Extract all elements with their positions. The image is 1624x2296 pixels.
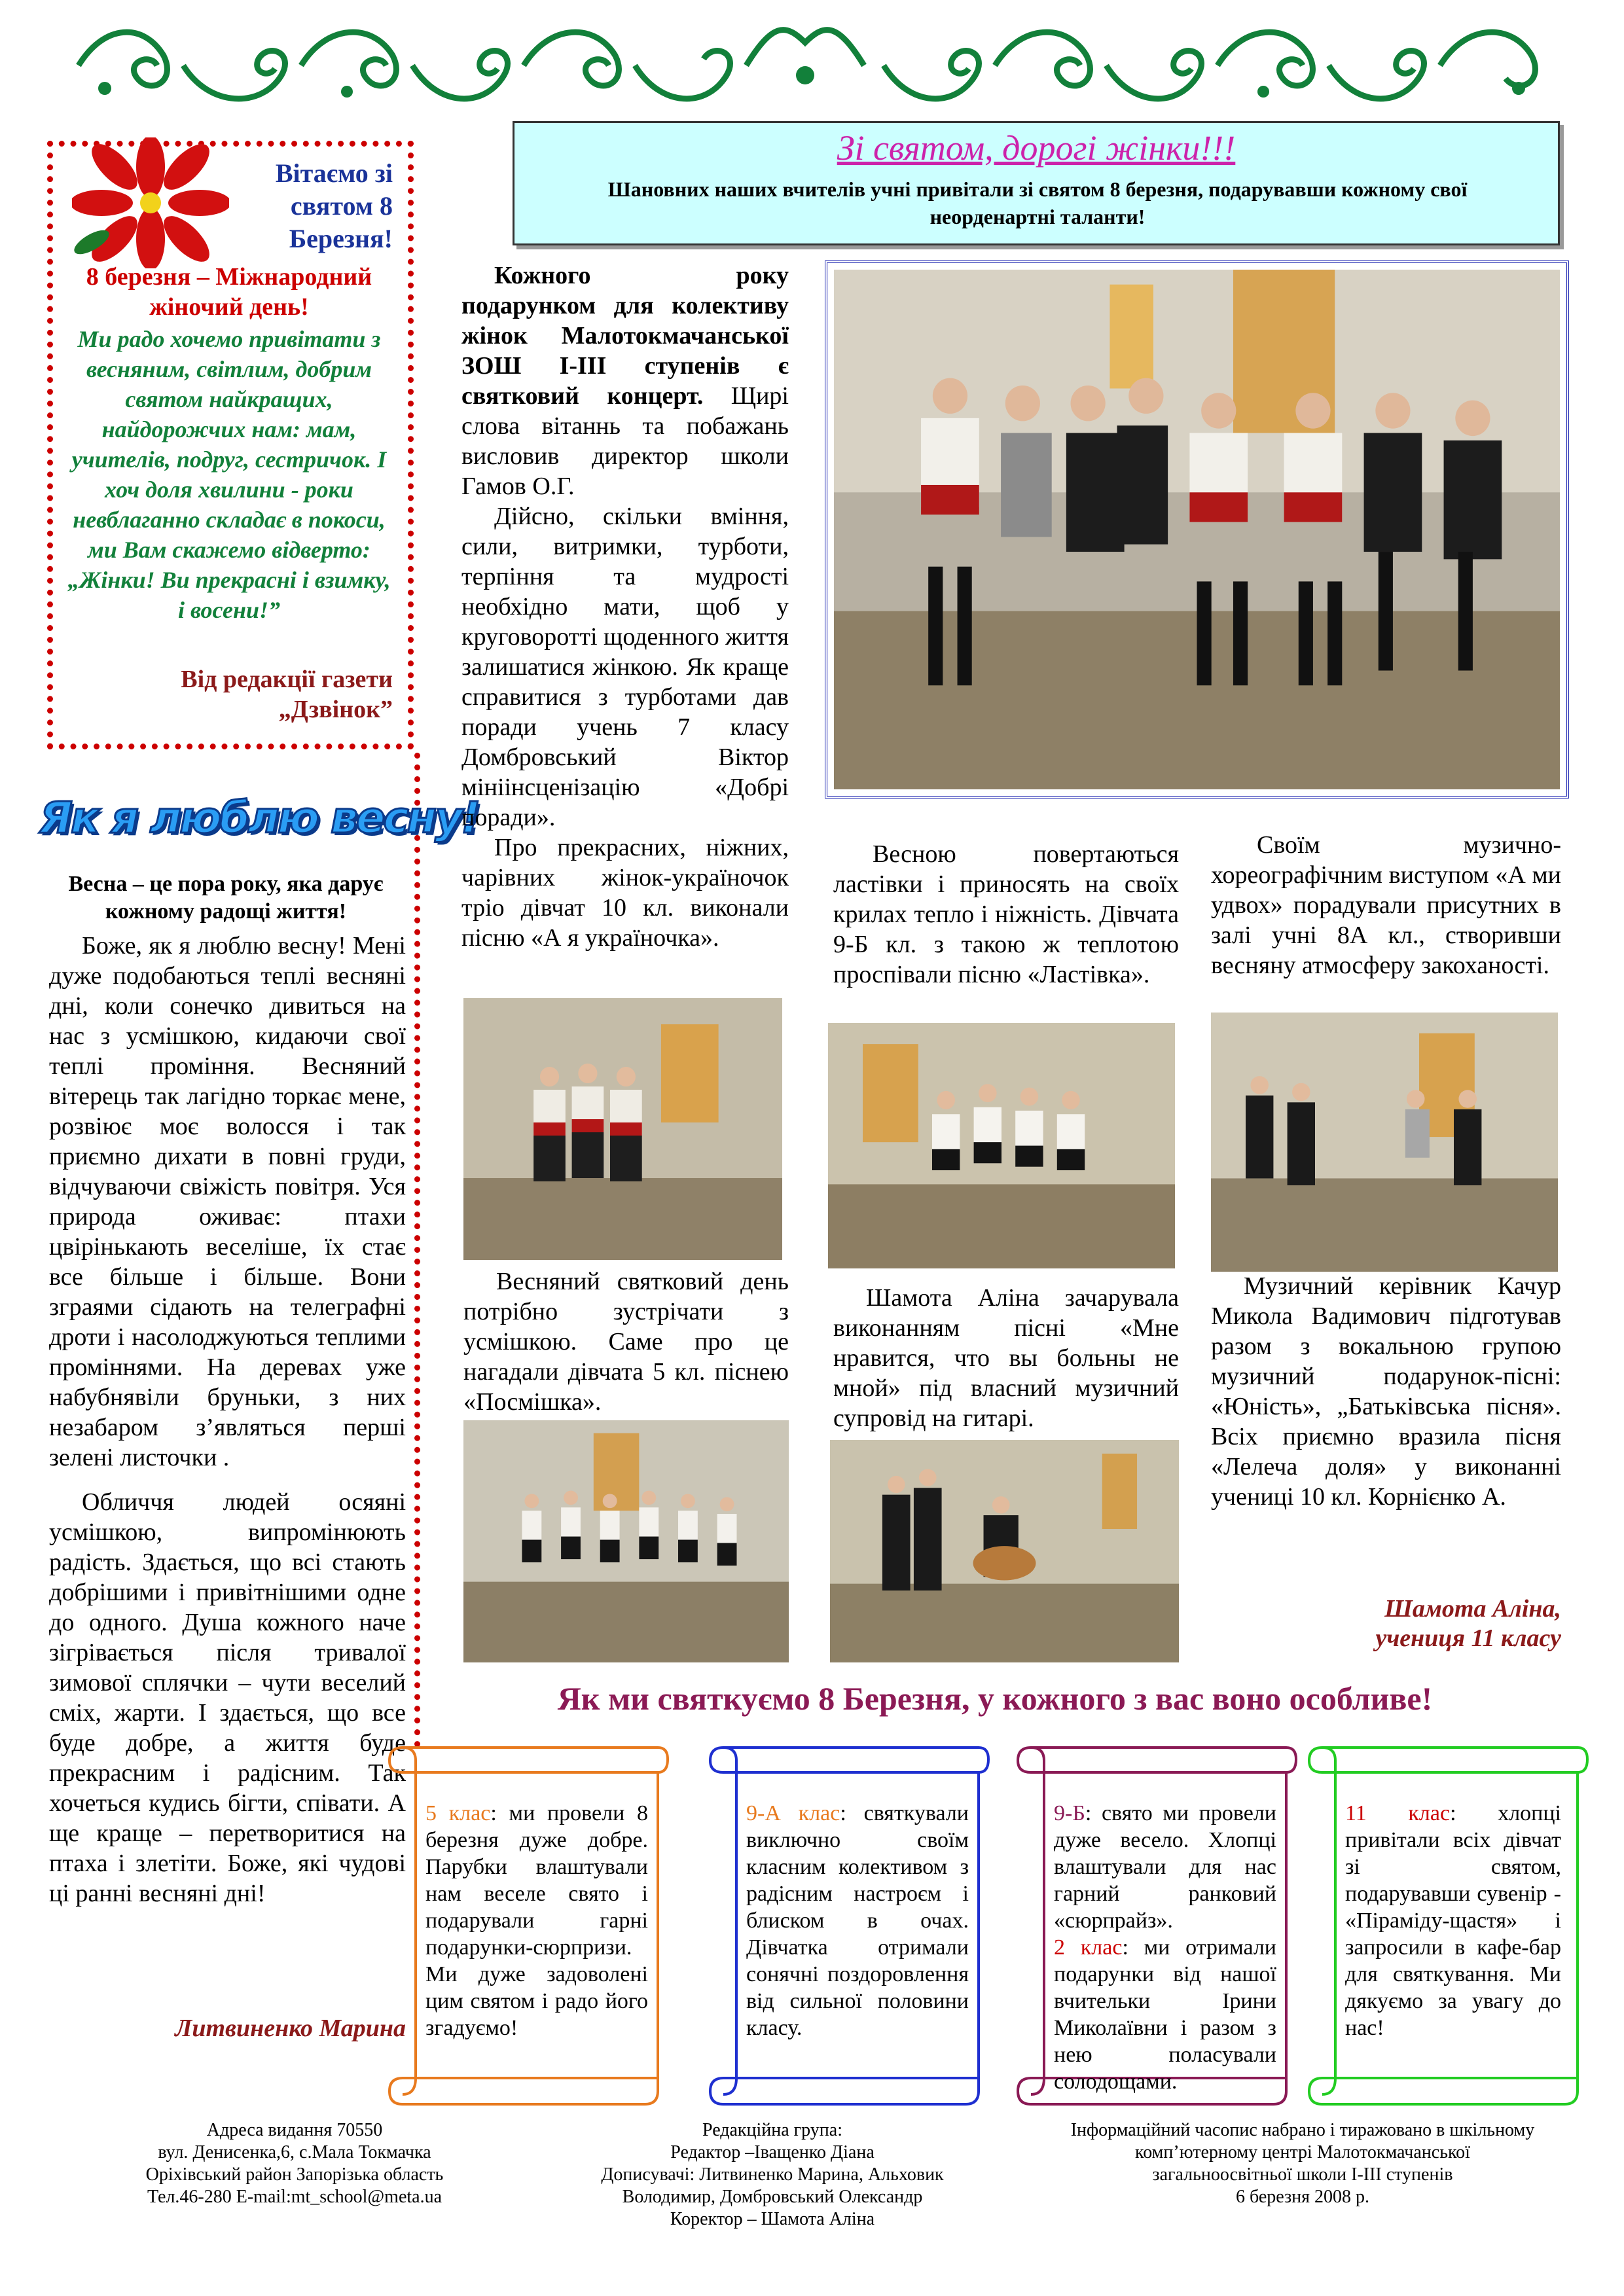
footer-line: Редакційна група: xyxy=(702,2120,842,2140)
scroll-text-5-class xyxy=(425,1800,648,2041)
footer-address xyxy=(85,2119,504,2208)
scroll-text-11-class xyxy=(1345,1800,1561,2041)
floral-ornament xyxy=(65,16,1558,115)
duet-photo xyxy=(1211,1013,1558,1272)
footer-line: Коректор – Шамота Аліна xyxy=(670,2209,875,2229)
footer-line: Інформаційний часопис набрано і тиражовано в шкільному xyxy=(1070,2120,1535,2140)
celebration-heading: Як ми святкуємо 8 Березня, у кожного з вас воно особливе! xyxy=(557,1680,1433,1717)
concert-paragraph: Весною повертаються ластівки і приносять на своїх крилах тепло і ніжність. Дівчата 9-Б кл. з такою ж теплотою проспівали пісню «Ластівка». xyxy=(833,840,1179,988)
guitar-photo xyxy=(830,1440,1179,1662)
concert-author-name: Шамота Аліна, xyxy=(1384,1595,1561,1623)
footer-line: загальноосвітньої школи І-ІІІ ступенів xyxy=(1152,2164,1453,2185)
concert-smile xyxy=(463,1266,789,1417)
footer-line: Дописувачі: Литвиненко Марина, Альховик xyxy=(601,2164,944,2185)
concert-intro-bold: Кожного року подарунком для колективу жінок Малотокмачанської ЗОШ I-III ступенів є святковий концерт. xyxy=(461,262,789,410)
footer-line: Оріхівський район Запорізька область xyxy=(145,2164,444,2185)
spring-lead: Весна – це пора року, яка дарує кожному радощі життя! xyxy=(68,872,384,924)
footer-line: вул. Денисенка,6, с.Мала Токмачка xyxy=(158,2142,431,2162)
spring-body xyxy=(49,931,406,1909)
choir-photo-frame xyxy=(825,260,1569,798)
footer-line: Адреса видання 70550 xyxy=(206,2120,383,2140)
footer-editorial xyxy=(537,2119,1008,2231)
greeting-poem: Ми радо хочемо привітати з весняним, світлим, добрим святом найкращих, найдорожчих нам: мам, учителів, подруг, сестричок. І хоч доля хвилини - роки невблаганно складає в покоси, ми Вам скажемо відверто:„Жінки! Ви прекрасні і взимку, і восени!” xyxy=(67,326,391,623)
scroll-text-9a-class xyxy=(746,1800,969,2041)
concert-author-class: учениця 11 класу xyxy=(1375,1624,1561,1652)
concert-guitar xyxy=(833,1283,1179,1433)
greeting-title: Вітаємо зі святом 8 Березня! xyxy=(275,158,393,253)
scroll-text-9b-class xyxy=(1054,1800,1276,2095)
concert-paragraph: Своїм музично-хореографічним виступом «А ми удвох» порадували присутних в залі учні 8А кл., створивши весняну атмосферу закоханості. xyxy=(1211,831,1561,979)
concert-intro-rest: Щирі слова вітаннь та побажань висловив директор школи Гамов О.Г. xyxy=(461,382,789,500)
concert-paragraph: Про прекрасних, ніжних, чарівних жінок-україночок тріо дівчат 10 кл. виконали пісню «А я україночка». xyxy=(461,834,789,952)
scroll-label: 9-А клас xyxy=(746,1801,840,1825)
footer-line: 6 березня 2008 р. xyxy=(1236,2187,1369,2207)
scroll-label: 11 клас xyxy=(1345,1801,1451,1825)
concert-dance xyxy=(1211,830,1561,980)
poinsettia-icon xyxy=(72,137,229,268)
swallow-photo xyxy=(828,1023,1175,1268)
scroll-body: : ми провели 8 березня дуже добре. Парубки влаштували нам веселе свято і подарували гарні подарунки-сюрпризи. Ми дуже задоволені цим святом і радо його згадуємо! xyxy=(425,1801,648,2040)
scroll-body: : ми отримали подарунки від нашої вчительки Ірини Миколаївни і разом з нею поласували солодощами. xyxy=(1054,1935,1277,2094)
choir-photo xyxy=(834,270,1560,789)
greeting-signature: Від редакції газети „Дзвінок” xyxy=(181,666,393,723)
scroll-body: : святкували виключно своїм класним колективом з радісним настроєм і блиском в очах. Дівчатка отримали сонячні поздоровлення від сильної половини класу. xyxy=(746,1801,969,2040)
greeting-subtitle: 8 березня – Міжнародний жіночий день! xyxy=(86,263,372,321)
column-divider xyxy=(414,753,420,1748)
spring-author: Литвиненко Марина xyxy=(175,2015,406,2042)
footer-line: Тел.46-280 E-mail:mt_school@meta.ua xyxy=(147,2187,442,2207)
smile-song-photo xyxy=(463,1420,789,1662)
concert-paragraph: Шамота Аліна зачарувала виконанням пісні «Мне нравится, что вы больны не мной» під власний музичний супровід на гитарі. xyxy=(833,1284,1179,1432)
scroll-label: 9-Б xyxy=(1054,1801,1085,1825)
trio-photo xyxy=(463,998,782,1260)
concert-intro xyxy=(461,260,789,953)
footer-line: Редактор –Іващенко Діана xyxy=(670,2142,875,2162)
spring-heading: Як я люблю весну! xyxy=(39,793,479,843)
scroll-label: 2 клас xyxy=(1054,1935,1123,1960)
concert-paragraph: Дійсно, скільки вміння, сили, витримки, турботи, терпіння та мудрості необхідно мати, щоб у круговоротті щоденного життя залишатися жінкою. Як краще справитися з турботами дав поради учень 7 класу Домбровський Віктор мініінсценізацію «Добрі поради». xyxy=(461,503,789,831)
concert-swallow xyxy=(833,839,1179,990)
concert-music-teacher xyxy=(1211,1271,1561,1512)
footer-info xyxy=(1021,2119,1584,2208)
footer-line: комп’ютерному центрі Малотокмачанської xyxy=(1135,2142,1470,2162)
banner-title: Зі святом, дорогі жінки!!! xyxy=(837,128,1236,168)
spring-paragraph: Обличчя людей осяяні усмішкою, випромінюють радість. Здається, що всі стають добрішими і привітнішими одне до одного. Душа кожного наче зігрівається після тривалої зимової сплячки – чути веселий сміх, жарти. І здається, що все буде добре, а життя буде прекрасним і радісним. Так хочеться кудись бігти, співати. А ще краще – перетворитися на птаха і злетіти. Боже, які чудові ці ранні весняні дні! xyxy=(49,1488,406,1907)
scroll-body: : хлопці привітали всіх дівчат зі святом, подарувавши сувенір - «Піраміду-щастя» і запросили в кафе-бар для святкування. Ми дякуємо за увагу до нас! xyxy=(1345,1801,1561,2040)
concert-paragraph: Весняний святковий день потрібно зустрічати з усмішкою. Саме про це нагадали дівчата 5 кл. піснею «Посмішка». xyxy=(463,1268,789,1416)
banner-subtitle: Шановних наших вчителів учні привітали зі святом 8 березня, подарувавши кожному свої неорденартні таланти! xyxy=(607,177,1468,228)
footer-line: Володимир, Домбровський Олександр xyxy=(622,2187,923,2207)
concert-paragraph: Музичний керівник Качур Микола Вадимович підготував разом з вокальною групою музичний подарунок-пісні: «Юність», „Батьківська пісня». Всіх приємно вразила пісня «Лелеча доля» у виконанні учениці 10 кл. Корнієнко А. xyxy=(1211,1272,1561,1511)
scroll-label: 5 клас xyxy=(425,1801,491,1825)
scroll-body: : свято ми провели дуже весело. Хлопці влаштували для нас гарний ранковий «сюрпрайз». xyxy=(1054,1801,1276,1933)
spring-paragraph: Боже, як я люблю весну! Мені дуже подобаються теплі весняні дні, коли сонечко дивиться на нас з усмішкою, кидаючи свої теплі проміння. Весняний вітерець так лагідно торкає мене, розвіює моє волосся і так приємно дихати в повні груди, відчуваючи свіжість повітря. Уся природа оживає: птахи цвірінькають веселіше, їх стає все більше і більше. Вони зграями сідають на телеграфні дроти і насолоджуються теплими проміннями. На деревах уже набубнявіли бруньки, з них незабаром з’являться перші зелені листочки . xyxy=(49,932,406,1471)
